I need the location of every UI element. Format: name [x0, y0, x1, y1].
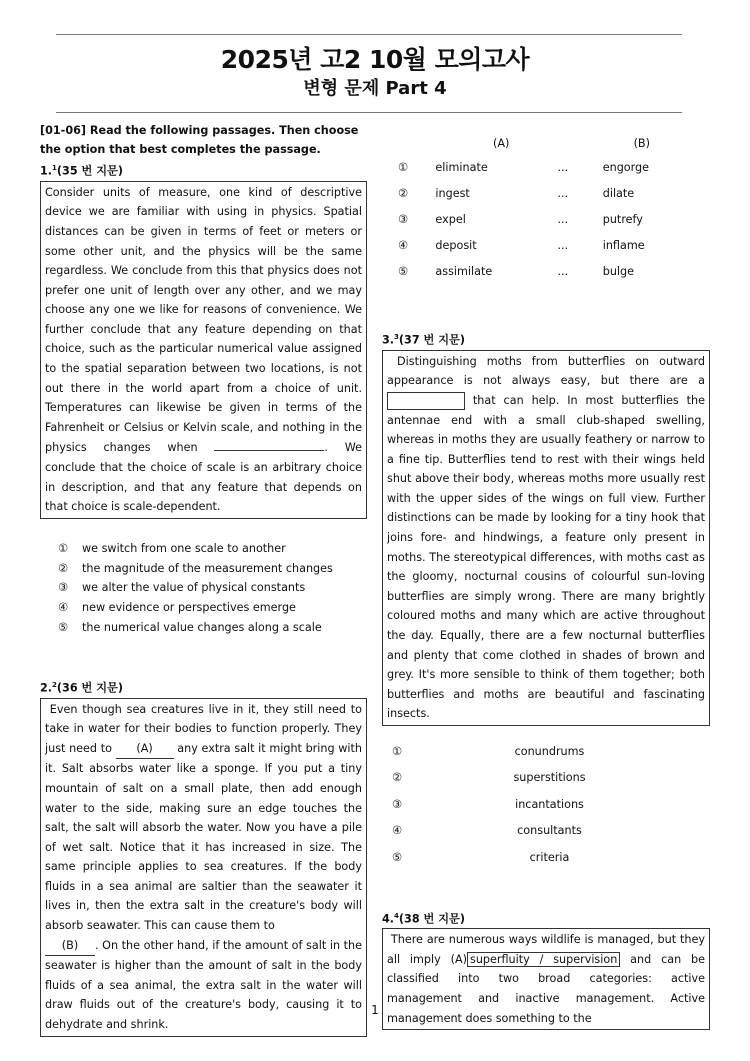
- col-a-header: (A): [493, 136, 510, 150]
- q3-passage: Distinguishing moths from butterflies on outward appearance is not always easy, but there are a that can help. In most butterflies the antennae end with a small club-shaped swelling, whereas in moths they are usually feathery or narrow to a fine tip. Butterflies tend to rest with their wings held shut above their body, whereas moths more usually rest with the upper sides of the wings on full view. Further distinctions can be made by looking for a tiny hook that joins fore- and hindwings, a feature only present in moths. The stereotypical differences, with moths cast as the gloomy, nocturnal cousins of colourful sun-loving butterflies are simply wrong. There are many brightly coloured moths and many which are active throughout the day. Equally, there are a few nocturnal butterflies and plenty that come clothed in shades of brown and grey. It's more sensible to think of them together; both butterflies and moths are beautiful and fascinating insects.: [382, 350, 710, 726]
- page-subtitle: 변형 문제 Part 4: [303, 78, 447, 99]
- right-column: [382, 132, 711, 1030]
- q4-choice-box[interactable]: superfluity / supervision: [467, 952, 620, 967]
- q2-heading: 2.$^2$(36 번 지문): [40, 680, 123, 695]
- option[interactable]: ① we switch from one scale to another: [58, 541, 286, 555]
- q2-passage: Even though sea creatures live in it, they still need to take in water for their bodies to function properly. They just need to (A) any extra salt it might bring with it. Salt absorbs water like a sponge. If you put a tiny mountain of salt on a small plate, then add enough water to the side, making sure an edge touches the salt, the salt will absorb the water. Now you have a pile of wet salt. Notice that it has increased in size. The same principle applies to sea creatures. If the body fluids in a sea animal are saltier than the seawater it lives in, then the extra salt in the creature's body will absorb seawater. This can cause them to (B) . On the other hand, if the amount of salt in the seawater is higher than the amount of salt in the body fluids of a sea animal, the extra salt in the water will draw fluids out of the creature's body, causing it to dehydrate and shrink.: [40, 698, 367, 1037]
- q2-blank-b: (B): [45, 936, 95, 957]
- option[interactable]: ② superstitions: [392, 771, 586, 785]
- page-number: 1: [371, 1003, 379, 1017]
- col-b-header: (B): [633, 136, 650, 150]
- q4-passage: There are numerous ways wildlife is managed, but they all imply (A) superfluity / supervision and can be classified into two broad categories: active management and inactive management. Active management does something to the: [382, 928, 710, 1030]
- option[interactable]: ⑤ assimilate ... bulge: [398, 264, 635, 278]
- header-rule: [56, 112, 682, 113]
- option[interactable]: ④ deposit ... inflame: [398, 238, 645, 252]
- page-title: 2025년 고2 10월 모의고사: [220, 45, 530, 74]
- top-rule: [56, 34, 682, 35]
- option[interactable]: ③ we alter the value of physical constants: [58, 581, 306, 595]
- option[interactable]: ② ingest ... dilate: [398, 186, 635, 200]
- instructions: [01-06] Read the following passages. Then choose the option that best completes the passage.: [40, 124, 359, 156]
- option[interactable]: ⑤ criteria: [392, 850, 570, 864]
- option[interactable]: ③ expel ... putrefy: [398, 212, 643, 226]
- option[interactable]: ② the magnitude of the measurement changes: [58, 561, 333, 575]
- q1-heading: 1.$^1$(35 번 지문): [40, 164, 123, 178]
- left-column: [40, 121, 368, 1037]
- q3-options: [382, 738, 711, 871]
- q3-heading: 3.$^3$(37 번 지문): [382, 333, 465, 347]
- q1-passage: Consider units of measure, one kind of descriptive device we are familiar with using in physics. Spatial distances can be given in terms of feet or meters or some other unit, and the physics will be the same regardless. We conclude from this that physics does not prefer one unit of length over any other, and we may choose any one we like for reasons of convenience. We further conclude that any feature depending on that choice, such as the particular numerical value assigned to the spatial separation between two locations, is not out there in the world apart from a choice of unit. Temperatures can likewise be given in terms of the Fahrenheit or Celsius or Kelvin scale, and nothing in the physics changes when . We conclude that the choice of scale is an arbitrary choice in description, and that any feature that depends on that choice is scale-dependent.: [40, 181, 367, 519]
- option[interactable]: ① eliminate ... engorge: [398, 160, 650, 174]
- q1-blank: [214, 437, 324, 451]
- q4-heading: 4.$^4$(38 번 지문): [382, 911, 465, 926]
- option[interactable]: ④ consultants: [392, 824, 582, 838]
- q1-options: [58, 539, 368, 638]
- q3-blank: [387, 392, 465, 410]
- option[interactable]: ⑤ the numerical value changes along a scale: [58, 621, 322, 635]
- option[interactable]: ④ new evidence or perspectives emerge: [58, 601, 296, 615]
- q2-blank-a: (A): [116, 739, 174, 760]
- option[interactable]: ③ incantations: [392, 797, 584, 811]
- option[interactable]: ① conundrums: [392, 744, 585, 758]
- q2-options-table: [382, 132, 711, 284]
